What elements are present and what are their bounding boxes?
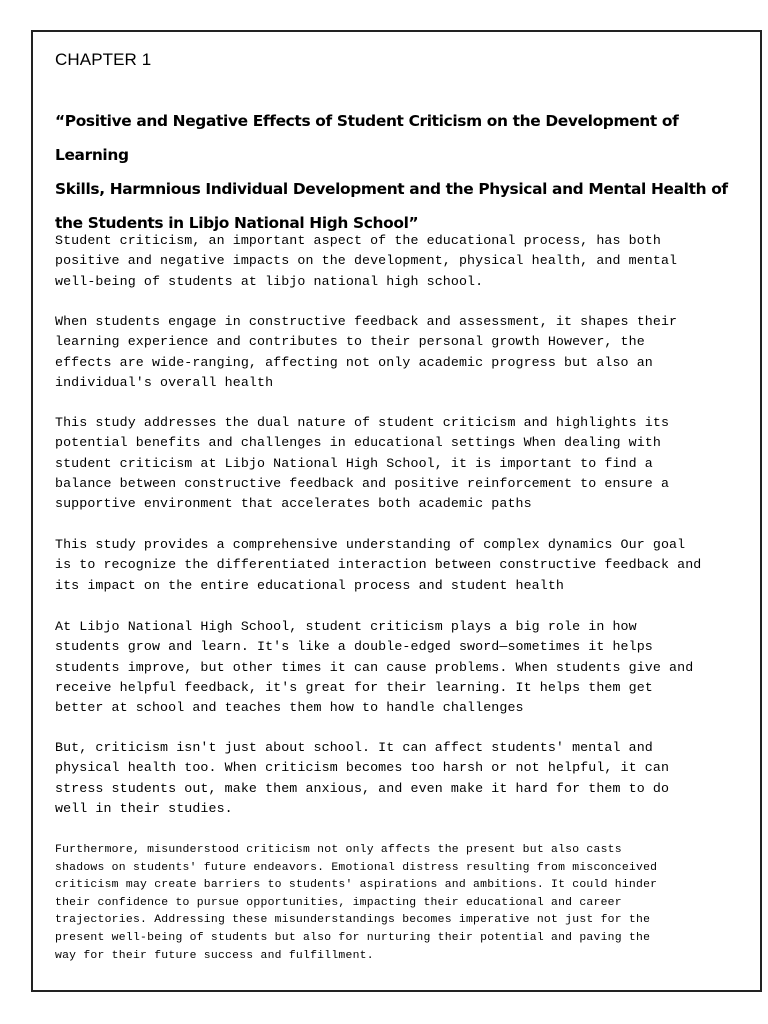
text-line: stress students out, make them anxious, and even make it hard for them to do: [55, 780, 670, 796]
text-line: When students engage in constructive feedback and assessment, it shapes their: [55, 314, 678, 329]
text-line: At Libjo National High School, student criticism plays a big role in how: [55, 619, 637, 634]
text-line: potential benefits and challenges in educational settings When dealing with: [55, 435, 661, 451]
text-line: is to recognize the differentiated interaction between constructive feedback and: [55, 557, 702, 573]
text-line: trajectories. Addressing these misunderstandings becomes imperative not just for the: [55, 914, 651, 927]
text-line: balance between constructive feedback and positive reinforcement to ensure a: [55, 475, 670, 491]
text-line: individual's overall health: [55, 374, 274, 390]
text-line: student criticism at Libjo National High School, it is important to find a: [55, 455, 653, 471]
title-line: “Positive and Negative Effects of Student Criticism on the Development of Learning: [55, 112, 679, 164]
text-line: students grow and learn. It's like a double-edged sword—sometimes it helps: [55, 639, 653, 655]
paragraph-6: [55, 738, 745, 819]
paragraph-3: [55, 413, 745, 514]
text-line: well-being of students at libjo national high school.: [55, 273, 484, 289]
text-line: shadows on students' future endeavors. Emotional distress resulting from misconceived: [55, 861, 658, 874]
text-line: their confidence to pursue opportunities, impacting their educational and career: [55, 896, 622, 909]
title-line: Skills, Harmnious Individual Development and the Physical and Mental Health of: [55, 180, 728, 198]
document-title: [55, 104, 735, 240]
text-line: Furthermore, misunderstood criticism not only affects the present but also casts: [55, 844, 622, 856]
text-line: This study provides a comprehensive understanding of complex dynamics Our goal: [55, 537, 686, 552]
text-line: physical health too. When criticism becomes too harsh or not helpful, it can: [55, 760, 670, 776]
text-line: receive helpful feedback, it's great for their learning. It helps them get: [55, 679, 653, 695]
paragraph-7: [55, 842, 745, 965]
text-line: Student criticism, an important aspect of the educational process, has both: [55, 233, 661, 248]
paragraph-5: [55, 617, 745, 718]
text-line: criticism may create barriers to students' aspirations and ambitions. It could hinder: [55, 879, 658, 892]
text-line: way for their future success and fulfillment.: [55, 949, 374, 962]
text-line: But, criticism isn't just about school. It can affect students' mental and: [55, 740, 653, 755]
text-line: learning experience and contributes to their personal growth However, the: [55, 334, 645, 350]
paragraph-1: [55, 231, 745, 292]
paragraph-4: [55, 535, 745, 596]
text-line: effects are wide-ranging, affecting not only academic progress but also an: [55, 354, 653, 370]
title-line: the Students in Libjo National High School”: [55, 214, 419, 232]
text-line: positive and negative impacts on the development, physical health, and mental: [55, 253, 678, 269]
text-line: present well-being of students but also for nurturing their potential and paving the: [55, 931, 651, 944]
chapter-heading: CHAPTER 1: [55, 50, 152, 69]
text-line: supportive environment that accelerates both academic paths: [55, 496, 532, 512]
text-line: its impact on the entire educational process and student health: [55, 577, 565, 593]
text-line: This study addresses the dual nature of student criticism and highlights its: [55, 415, 670, 430]
text-line: better at school and teaches them how to handle challenges: [55, 700, 524, 716]
text-line: students improve, but other times it can cause problems. When students give and: [55, 659, 694, 675]
text-line: well in their studies.: [55, 800, 233, 816]
paragraph-2: [55, 312, 745, 393]
